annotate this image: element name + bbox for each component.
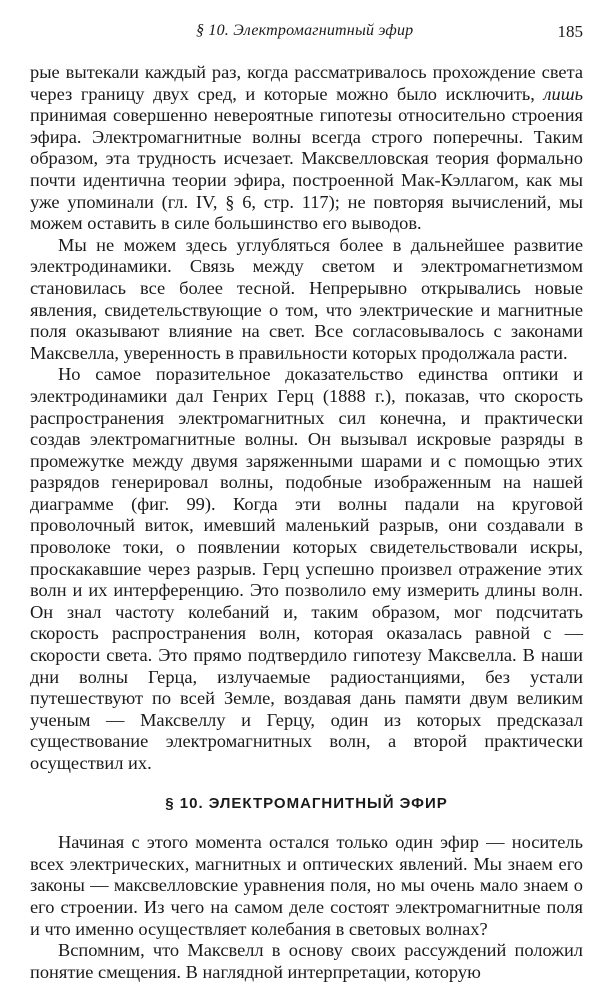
paragraph: Вспомним, что Максвелл в основу своих рассуждений положил понятие смещения. В наглядной интерпретации, которую xyxy=(30,940,583,982)
paragraph-text: принимая совершенно невероятные гипотезы относительно строения эфира. Электромагнитные волны всегда строго поперечны. Таким образом, эта трудность исчезает. Максвелловская теория формально почти идентична теории эфира, построенной Мак-Кэллагом, как мы уже упоминали (гл. IV, § 6, стр. 117); не повторяя вычислений, мы можем оставить в силе большинство его выводов. xyxy=(30,105,583,234)
emphasis-word: лишь xyxy=(543,83,583,104)
paragraph: Начиная с этого момента остался только один эфир — носитель всех электрических, магнитных и оптических явлений. Мы знаем его законы — максвелловские уравнения поля, но мы очень мало знаем о его строении. Из чего на самом деле состоят электромагнитные поля и что именно осуществляет колебания в световых волнах? xyxy=(30,832,583,939)
section-heading: § 10. ЭЛЕКТРОМАГНИТНЫЙ ЭФИР xyxy=(165,794,448,812)
page-body xyxy=(30,62,583,983)
paragraph: Но самое поразительное доказательство единства оптики и электродинамики дал Генрих Герц (1888 г.), показав, что скорость распространения электромагнитных сил конечна, и практически создав электромагнитные волны. Он вызывал искровые разряды в промежутке между двумя заряженными шарами и с помощью этих разрядов генерировал волны, подобные изображенным на нашей диаграмме (фиг. 99). Когда эти волны падали на круговой проволочный виток, имевший маленький разрыв, они создавали в проволоке токи, о появлении которых свидетельствовали искры, проскакавшие через разрыв. Герц успешно произвел отражение этих волн и их интерференцию. Это позволило ему измерить длины волн. Он знал частоту колебаний и, таким образом, мог подсчитать скорость распространения волн, которая оказалась равной с — скорости света. Это прямо подтвердило гипотезу Максвелла. В наши дни волны Герца, излучаемые радиостанциями, без устали путешествуют по всей Земле, воздавая дань памяти двум великим ученым — Максвеллу и Герцу, один из которых предсказал существование электромагнитных волн, а второй практически осуществил их. xyxy=(30,364,583,773)
paragraph-text: рые вытекали каждый раз, когда рассматривалось прохождение света через границу двух сред, и которые можно было исключить, xyxy=(30,62,583,104)
running-title: § 10. Электромагнитный эфир xyxy=(196,22,414,39)
paragraph: Мы не можем здесь углубляться более в дальнейшее развитие электродинамики. Связь между светом и электромагнетизмом становилась все более тесной. Непрерывно открывались новые явления, свидетельствующие о том, что электрические и магнитные поля оказывают влияние на свет. Все согласовывалось с законами Максвелла, уверенность в правильности которых продолжала расти. xyxy=(30,234,583,363)
running-head xyxy=(0,22,613,46)
paragraph-continued xyxy=(30,62,583,235)
page-number: 185 xyxy=(557,22,583,41)
